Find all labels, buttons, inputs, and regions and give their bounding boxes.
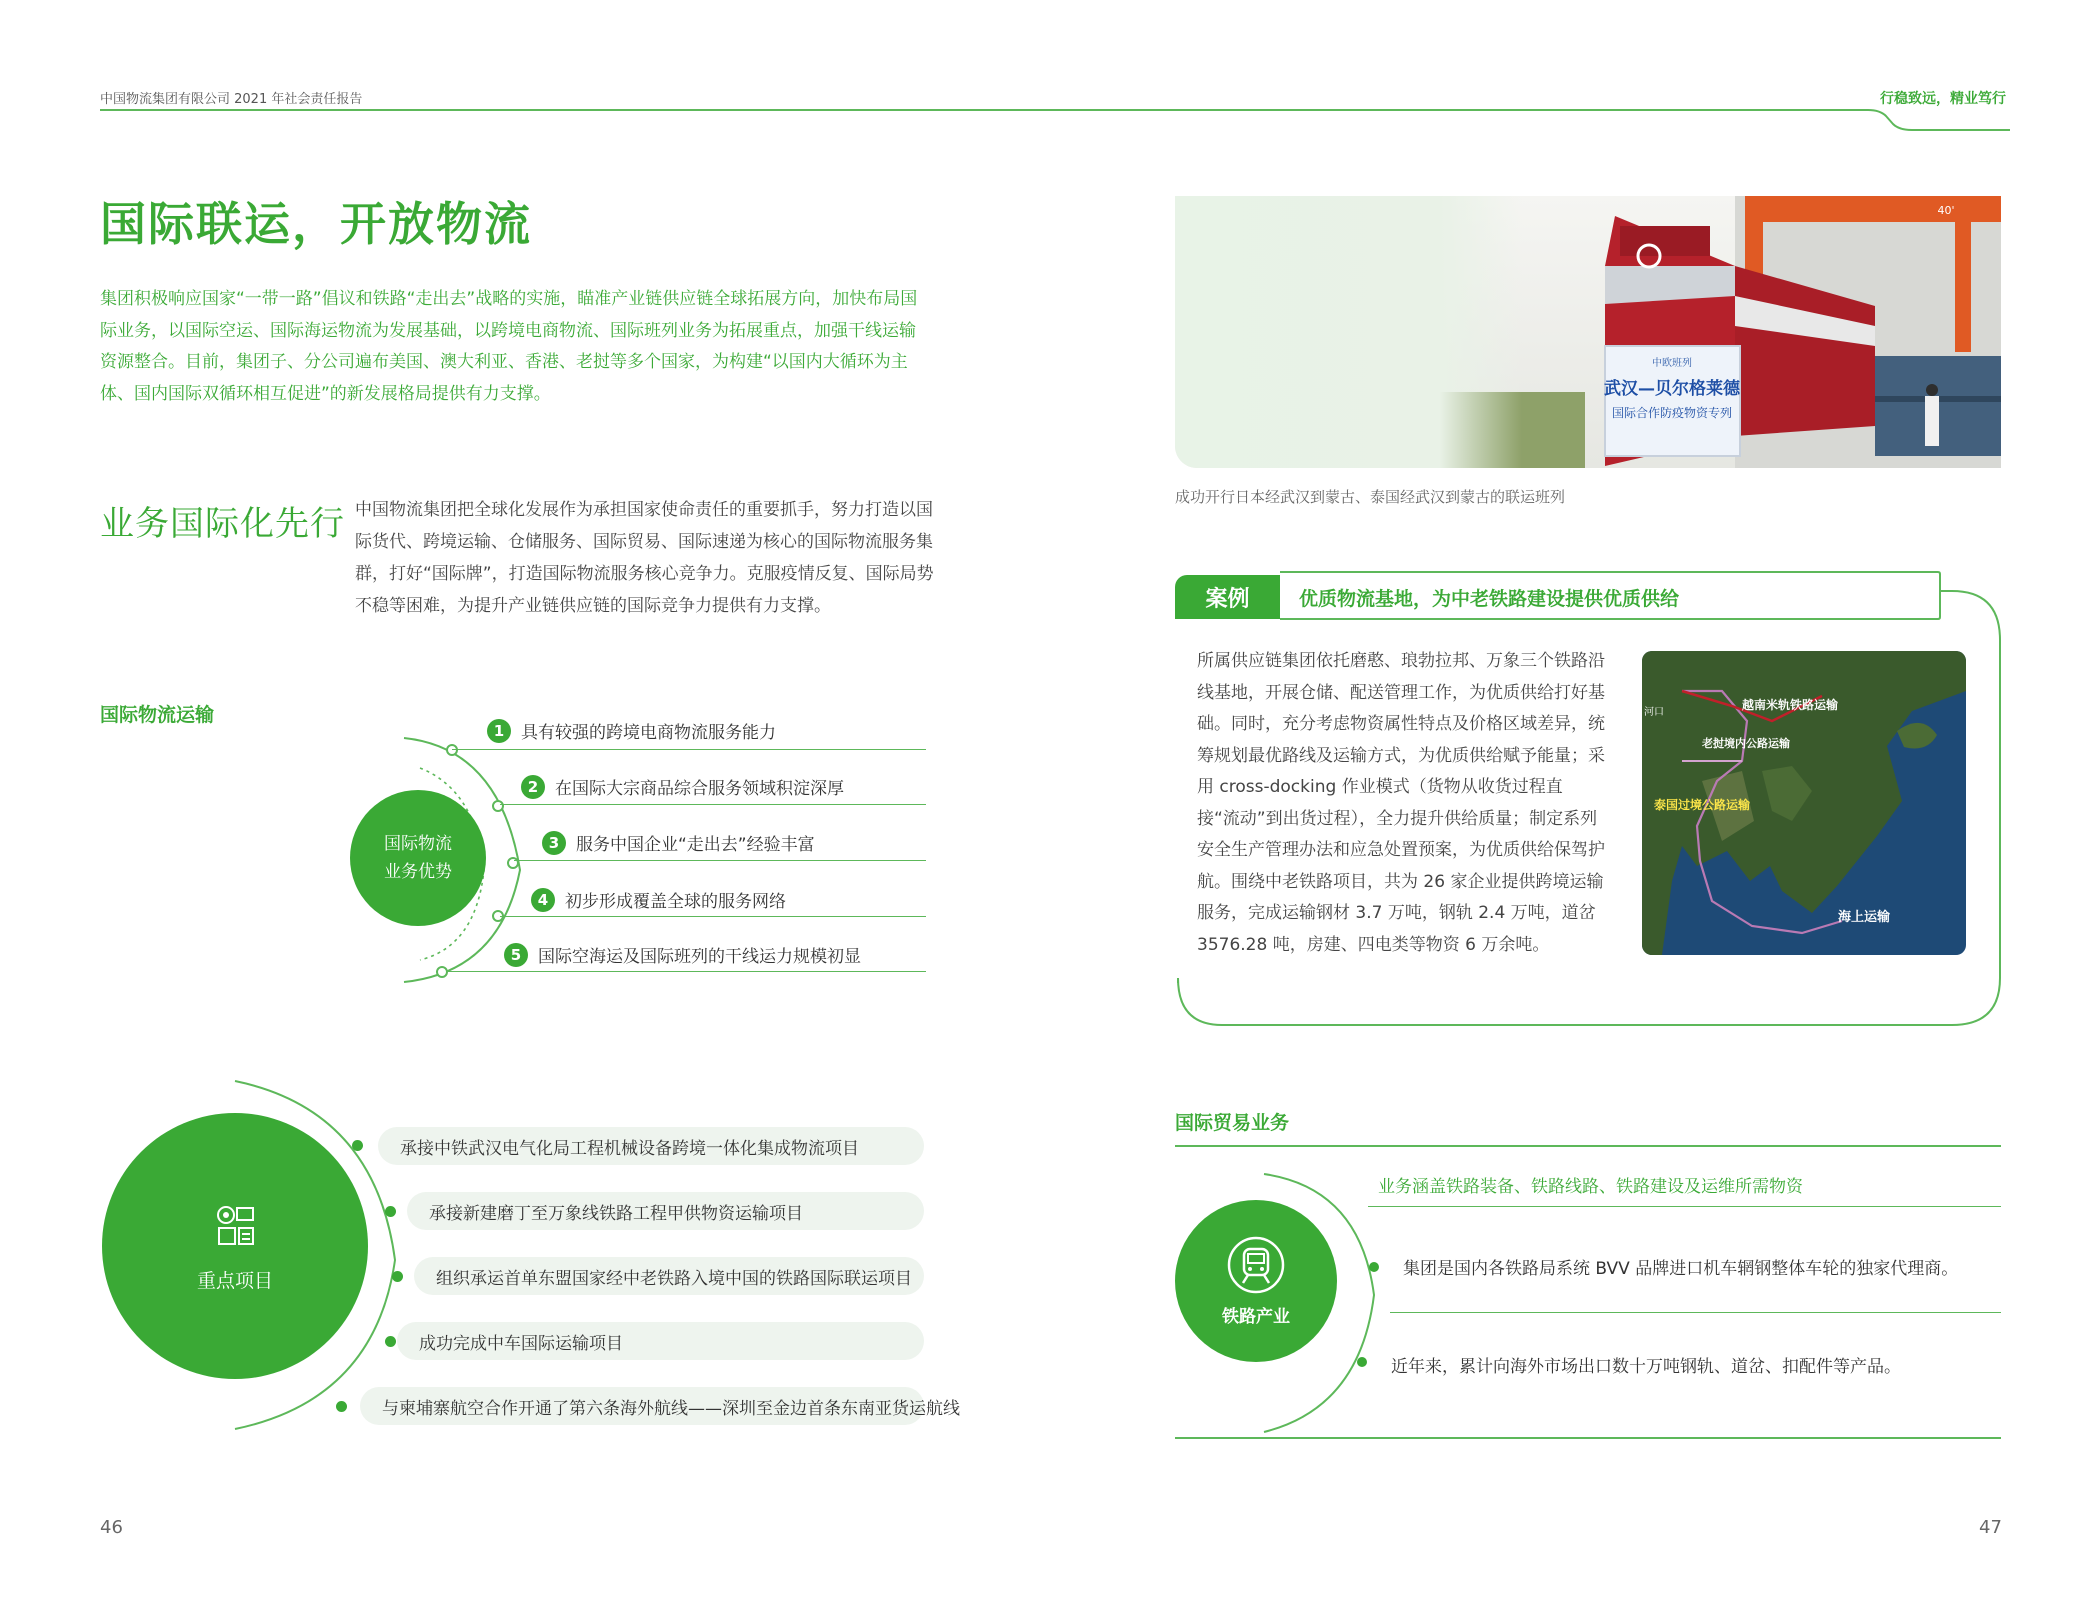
route-map-illustration	[1642, 651, 1966, 955]
advantage-underline	[500, 804, 926, 805]
project-bullet	[392, 1271, 403, 1282]
project-item-1: 承接中铁武汉电气化局工程机械设备跨境一体化集成物流项目	[378, 1127, 924, 1165]
advantage-text: 初步形成覆盖全球的服务网络	[565, 892, 786, 912]
trade-divider-sub	[1368, 1206, 2001, 1207]
advantage-number-badge: 2	[521, 775, 545, 799]
case-body: 所属供应链集团依托磨憨、琅勃拉邦、万象三个铁路沿线基地，开展仓储、配送管理工作，为优质供给打好基础。同时，充分考虑物资属性特点及价格区域差异，统筹规划最优路线及运输方式，为优质供给赋予能量；采用 cross-docking 作业模式（货物从收货过程直接“流动”到出货过程），全力提升供给质量；制定系列安全生产管理办法和应急处置预案，为优质供给保驾护航。围绕中老铁路项目，共为 26 家企业提供跨境运输服务，完成运输钢材 3.7 万吨，钢轨 2.4 万吨，道岔 3576.28 吨，房建、四电类等物资 6 万余吨。	[1197, 651, 1605, 955]
page-number-right: 47	[1979, 1517, 2002, 1538]
trade-bullet	[1369, 1262, 1379, 1272]
trade-subheading: 业务涵盖铁路装备、铁路线路、铁路建设及运维所需物资	[1378, 1177, 1803, 1197]
project-bullet	[385, 1206, 396, 1217]
advantage-text: 国际空海运及国际班列的干线运力规模初显	[538, 947, 861, 967]
trade-item-divider	[1390, 1312, 2001, 1313]
advantage-number-badge: 5	[504, 943, 528, 967]
report-header-slogan: 行稳致远，精业笃行	[1880, 91, 2006, 107]
page-number-left: 46	[100, 1517, 123, 1538]
project-bullet	[352, 1140, 363, 1151]
advantage-number-badge: 4	[531, 888, 555, 912]
advantage-item-4	[531, 887, 786, 912]
subsection-body: 中国物流集团把全球化发展作为承担国家使命责任的重要抓手，努力打造以国际货代、跨境运输、仓储服务、国际贸易、国际速递为核心的国际物流服务集群，打好“国际牌”，打造国际物流服务核心竞争力。克服疫情反复、国际局势不稳等困难，为提升产业链供应链的国际竞争力提供有力支撑。	[355, 500, 934, 616]
advantage-item-1	[487, 718, 776, 743]
advantage-underline	[514, 860, 926, 861]
advantage-item-5	[504, 942, 861, 967]
key-projects-label: 重点项目	[196, 1269, 273, 1292]
section-label-trade: 国际贸易业务	[1175, 1112, 1290, 1134]
railway-industry-label: 铁路产业	[1222, 1306, 1290, 1327]
map-label-sea: 海上运输	[1838, 910, 1891, 925]
projects-icon	[209, 1200, 261, 1252]
advantages-center-line1: 国际物流	[384, 834, 452, 854]
advantages-center-line2: 业务优势	[384, 862, 452, 882]
trade-item-1: 集团是国内各铁路局系统 BVV 品牌进口机车辋钢整体车轮的独家代理商。	[1403, 1259, 1959, 1279]
advantage-underline	[446, 971, 926, 972]
map-label-vietnam: 越南米轨铁路运输	[1742, 698, 1839, 712]
advantage-number-badge: 3	[542, 831, 566, 855]
photo-caption: 成功开行日本经武汉到蒙古、泰国经武汉到蒙古的联运班列	[1175, 488, 1566, 506]
case-tag: 案例	[1175, 575, 1280, 619]
trade-divider-bottom	[1175, 1437, 2001, 1439]
advantage-item-3	[542, 830, 815, 855]
train-photo-illustration	[1175, 196, 2001, 468]
advantage-number-badge: 1	[487, 719, 511, 743]
project-item-4: 成功完成中车国际运输项目	[397, 1322, 924, 1360]
trade-divider-top	[1175, 1145, 2001, 1147]
header-rule	[0, 0, 2100, 140]
advantage-text: 具有较强的跨境电商物流服务能力	[521, 723, 776, 743]
advantage-underline	[452, 749, 926, 750]
advantages-center	[350, 790, 486, 926]
key-projects-circle	[102, 1113, 368, 1379]
subsection-title: 业务国际化先行	[100, 504, 345, 544]
train-photo	[1175, 196, 2001, 468]
map-label-hekou: 河口	[1644, 707, 1664, 718]
trade-item-2: 近年来，累计向海外市场出口数十万吨钢轨、道岔、扣配件等产品。	[1391, 1357, 1901, 1377]
report-header-title: 中国物流集团有限公司 2021 年社会责任报告	[100, 92, 363, 107]
railway-industry-circle	[1175, 1200, 1337, 1362]
map-label-thailand: 泰国过境公路运输	[1654, 798, 1751, 812]
section-label-logistics: 国际物流运输	[100, 704, 215, 726]
trade-bullet	[1357, 1357, 1367, 1367]
project-item-3: 组织承运首单东盟国家经中老铁路入境中国的铁路国际联运项目	[414, 1257, 924, 1295]
project-item-5: 与柬埔寨航空合作开通了第六条海外航线——深圳至金边首条东南亚货运航线	[360, 1387, 924, 1425]
project-bullet	[385, 1336, 396, 1347]
map-label-laos: 老挝境内公路运输	[1702, 737, 1790, 750]
page-title: 国际联运，开放物流	[100, 197, 532, 251]
advantage-underline	[500, 916, 926, 917]
advantage-text: 服务中国企业“走出去”经验丰富	[576, 835, 815, 855]
project-item-2: 承接新建磨丁至万象线铁路工程甲供物资运输项目	[407, 1192, 924, 1230]
project-bullet	[336, 1401, 347, 1412]
advantage-text: 在国际大宗商品综合服务领域积淀深厚	[555, 779, 844, 799]
intro-paragraph: 集团积极响应国家“一带一路”倡议和铁路“走出去”战略的实施，瞄准产业链供应链全球拓展方向，加快布局国际业务，以国际空运、国际海运物流为发展基础，以跨境电商物流、国际班列业务为拓展重点，加强干线运输资源整合。目前，集团子、分公司遍布美国、澳大利亚、香港、老挝等多个国家，为构建“以国内大循环为主体、国内国际双循环相互促进”的新发展格局提供有力支撑。	[100, 289, 918, 404]
advantage-item-2	[521, 774, 844, 799]
train-icon	[1227, 1236, 1285, 1294]
route-map	[1642, 651, 1966, 955]
case-title: 优质物流基地，为中老铁路建设提供优质供给	[1299, 588, 1680, 610]
